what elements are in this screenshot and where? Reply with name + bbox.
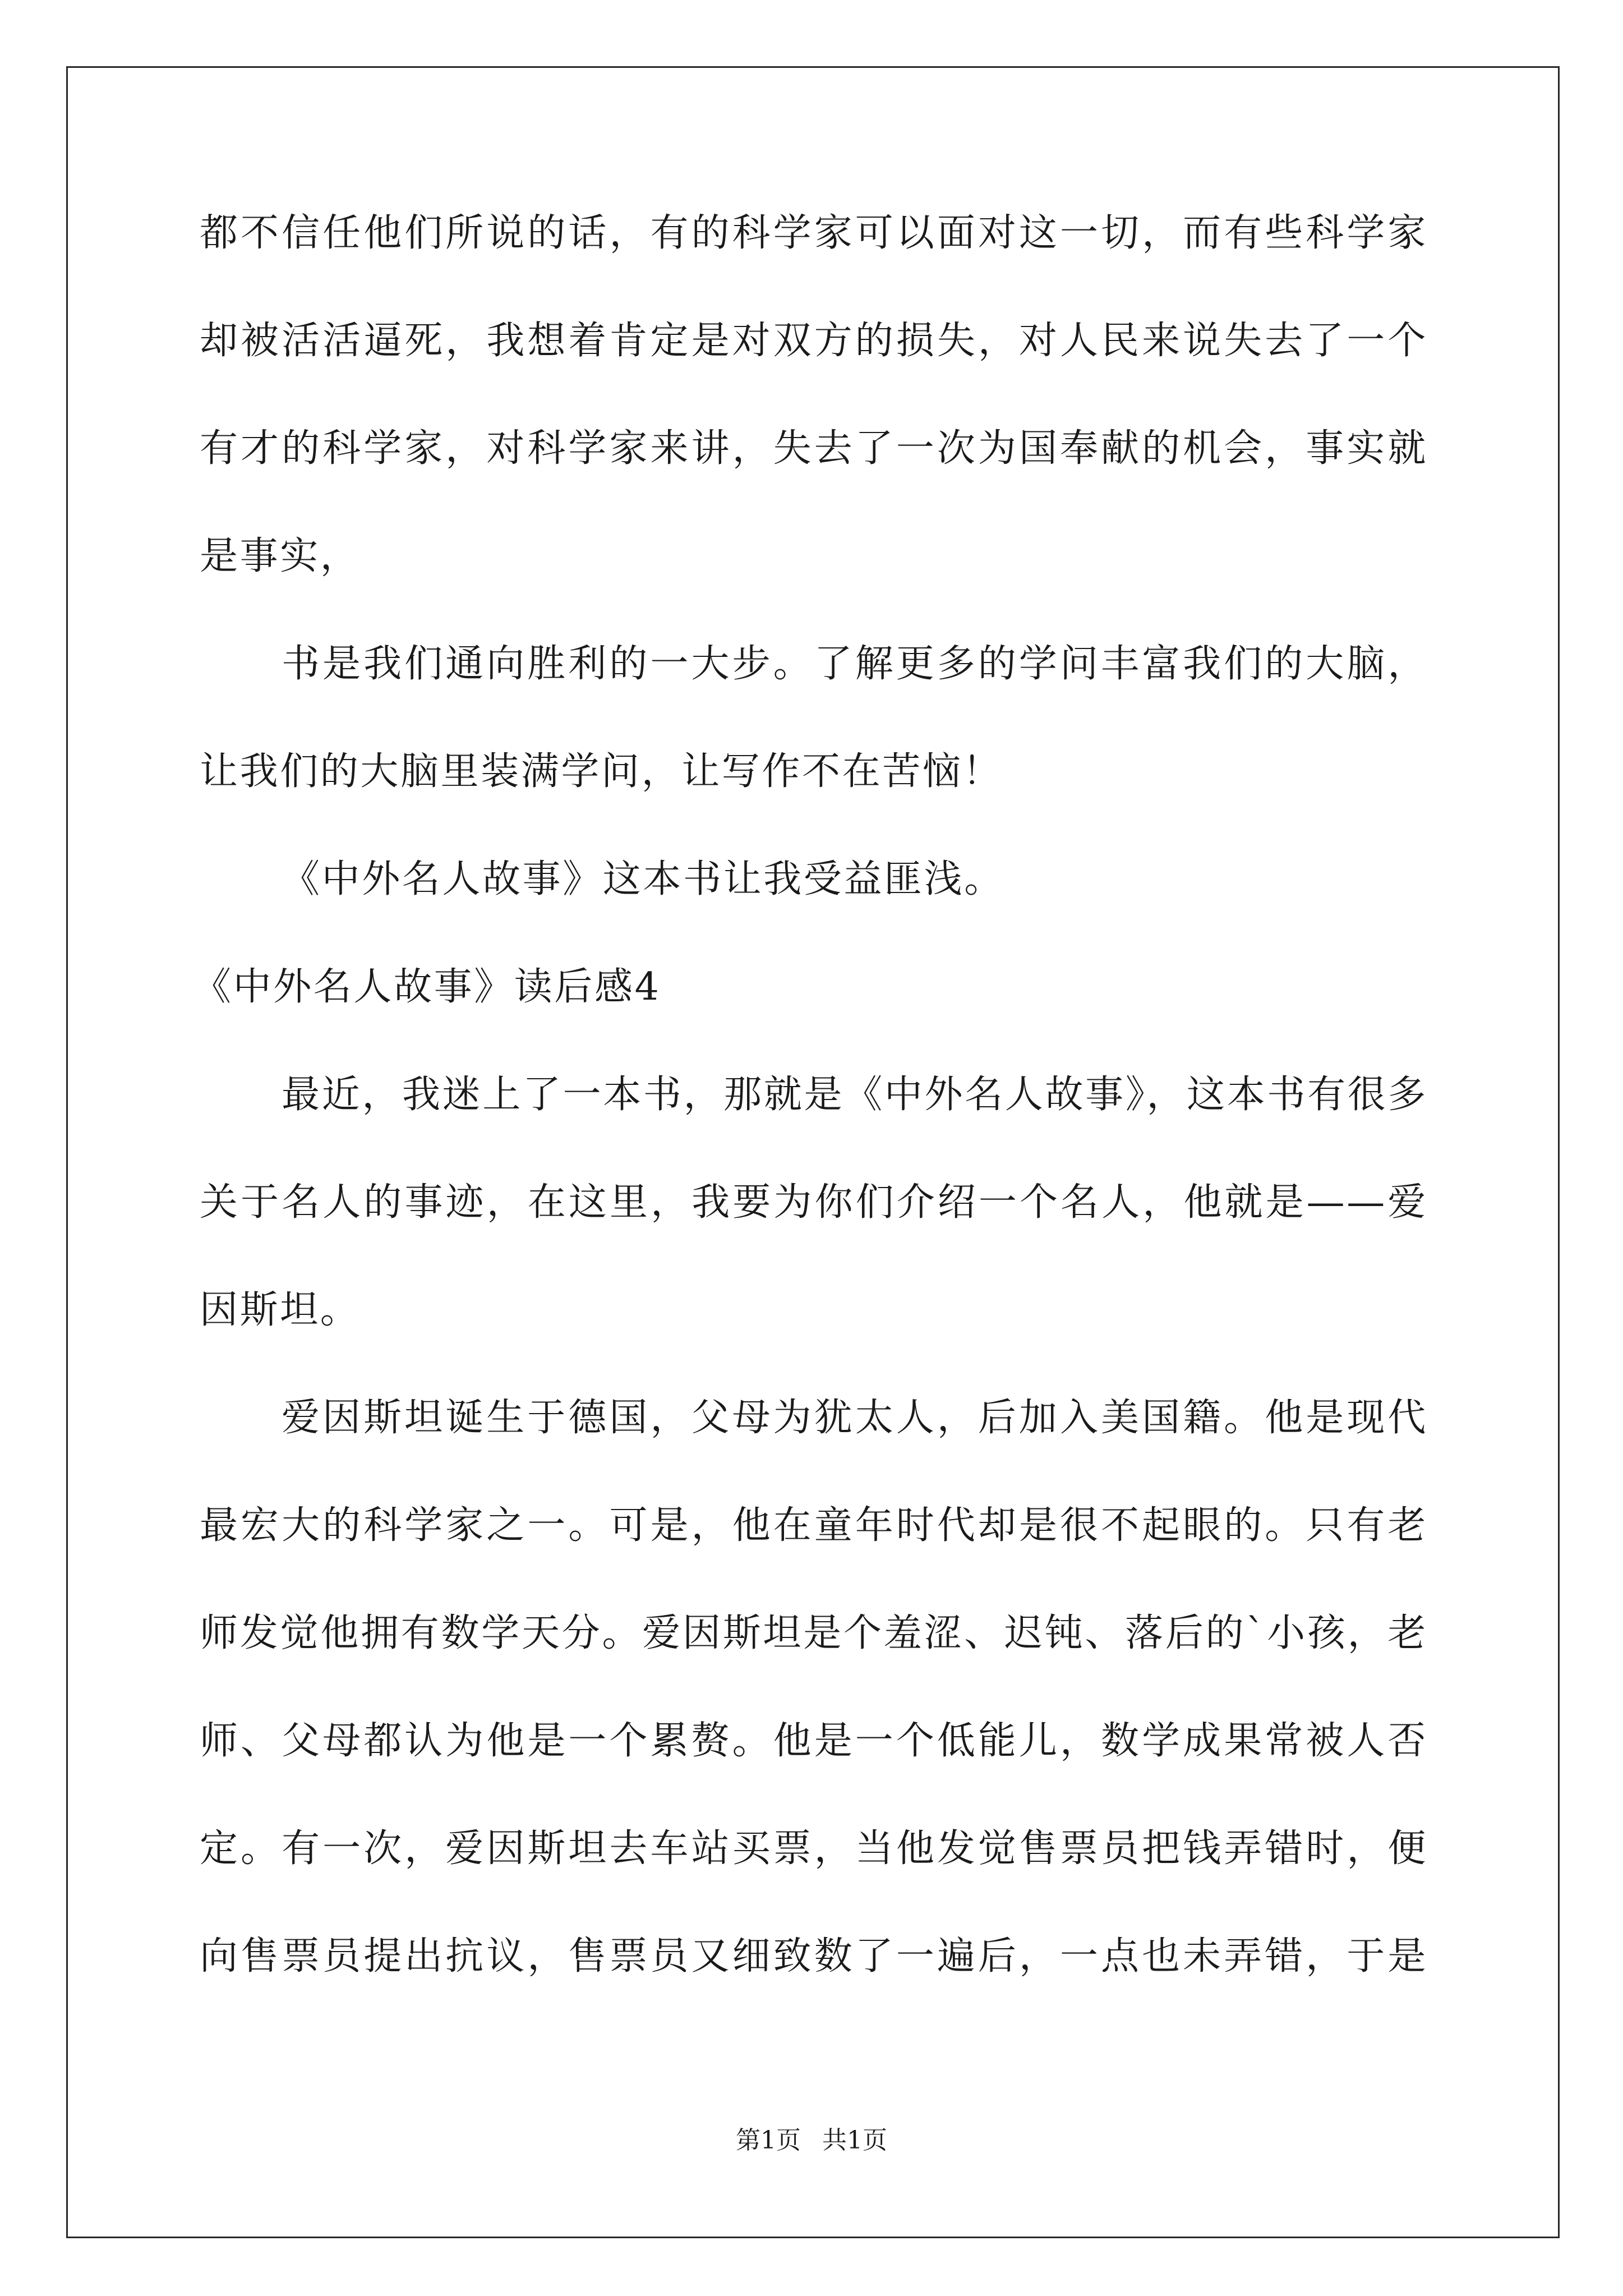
- paragraph-line: 却被活活逼死，我想着肯定是对双方的损失，对人民来说失去了一个: [200, 319, 1428, 363]
- paragraph-line: 向售票员提出抗议，售票员又细致数了一遍后，一点也未弄错，于是: [200, 1934, 1428, 1978]
- paragraph-line: 最近，我迷上了一本书，那就是《中外名人故事》，这本书有很多: [282, 1073, 1428, 1117]
- paragraph-line: 爱因斯坦诞生于德国，父母为犹太人，后加入美国籍。他是现代: [282, 1396, 1428, 1440]
- paragraph-line: 最宏大的科学家之一。可是，他在童年时代却是很不起眼的。只有老: [200, 1503, 1428, 1548]
- paragraph-line: 有才的科学家，对科学家来讲，失去了一次为国奉献的机会，事实就: [200, 426, 1428, 471]
- section-heading: 《中外名人故事》读后感4: [193, 965, 661, 1009]
- paragraph-line: 师、父母都认为他是一个累赘。他是一个低能儿，数学成果常被人否: [200, 1719, 1428, 1763]
- page-border: [66, 66, 1560, 2238]
- paragraph-line: 是事实，: [200, 534, 361, 578]
- paragraph-line: 定。有一次，爱因斯坦去车站买票，当他发觉售票员把钱弄错时，便: [200, 1826, 1428, 1871]
- paragraph-line: 让我们的大脑里装满学问，让写作不在苦恼！: [200, 749, 1003, 794]
- paragraph-line: 关于名人的事迹，在这里，我要为你们介绍一个名人，他就是——爱: [200, 1180, 1428, 1225]
- paragraph-line: 《中外名人故事》这本书让我受益匪浅。: [282, 857, 1004, 901]
- paragraph-line: 书是我们通向胜利的一大步。了解更多的学问丰富我们的大脑，: [282, 642, 1428, 686]
- page-footer: 第1页 共1页: [736, 2126, 887, 2155]
- paragraph-line: 因斯坦。: [200, 1288, 361, 1332]
- paragraph-line: 都不信任他们所说的话，有的科学家可以面对这一切，而有些科学家: [200, 211, 1428, 255]
- paragraph-line: 师发觉他拥有数学天分。爱因斯坦是个羞涩、迟钝、落后的`小孩，老: [200, 1611, 1428, 1655]
